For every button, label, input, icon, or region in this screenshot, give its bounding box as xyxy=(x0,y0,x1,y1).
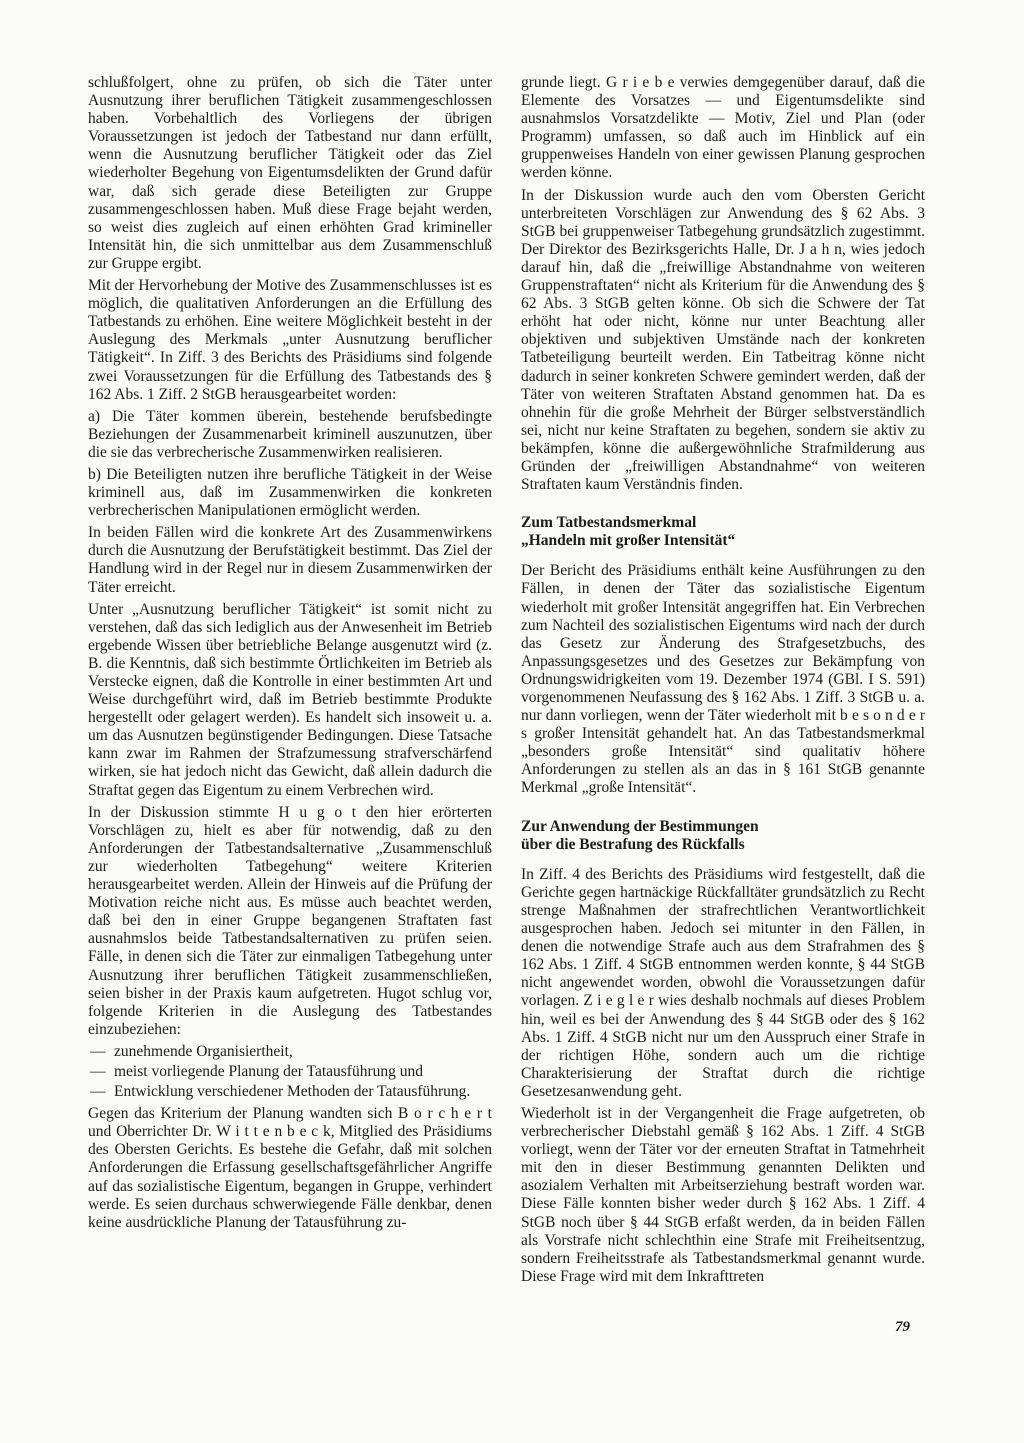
list-item xyxy=(88,1043,492,1061)
section-heading xyxy=(521,818,925,854)
right-column xyxy=(521,74,925,1290)
paragraph: a) Die Täter kommen überein, bestehende berufsbedingte Beziehungen der Zusammenarbeit kriminell auszunutzen, über die sie das verbrecherische Zusammenwirken realisieren. xyxy=(88,407,492,461)
paragraph: b) Die Beteiligten nutzen ihre berufliche Tätigkeit in der Weise kriminell aus, daß im Zusammenwirken die konkreten verbrecherischen Manipulationen ermöglicht werden. xyxy=(88,465,492,520)
dash-marker: — xyxy=(90,1083,106,1101)
paragraph: In der Diskussion wurde auch den vom Obersten Gericht unterbreiteten Vorschlägen zur Anwendung des § 62 Abs. 3 StGB bei gruppenweiser Tatbegehung grundsätzlich zugestimmt. Der Direktor des Bezirksgerichts Halle, Dr. J a h n, wies jedoch darauf hin, daß die „freiwillige Abstandnahme von weiteren Gruppenstraftaten“ nicht als Kriterium für die Anwendung des § 62 Abs. 3 StGB gelten könne. Ob sich die Schwere der Tat erhöht hat oder nicht, könne nur unter Beachtung aller objektiven und subjektiven Umstände nach der konkreten Tatbeteiligung beurteilt werden. Ein Tatbeitrag könne nicht dadurch in seiner konkreten Schwere gemindert werden, daß der Täter von weiteren Straftaten Abstand genommen hat. Da es ohnehin für die große Mehrheit der Bürger selbstverständlich sei, nicht nur keine Straftaten zu begehen, sondern sie aktiv zu bekämpfen, könne die außergewöhnliche Strafmilderung aus Gründen der „freiwilligen Abstandnahme“ von weiteren Straftaten kaum Verständnis finden. xyxy=(521,186,925,494)
list-item xyxy=(88,1083,492,1101)
page-number: 79 xyxy=(895,1319,910,1335)
list-item-text: meist vorliegende Planung der Tatausführung und xyxy=(114,1062,423,1080)
paragraph: Wiederholt ist in der Vergangenheit die Frage aufgetreten, ob verbrecherischer Diebstahl gemäß § 162 Abs. 1 Ziff. 4 StGB vorliegt, wenn der Täter vor der erneuten Straftat in Tatmehrheit mit den in dieser Bestimmung genannten Delikten und asozialem Verhalten mit Arbeitserziehung bestraft worden war. Diese Fälle konnten bisher weder durch § 162 Abs. 1 Ziff. 4 StGB noch über § 44 StGB erfaßt werden, da in beiden Fällen als Vorstrafe nicht schlechthin eine Strafe mit Freiheitsentzug, sondern Freiheitsstrafe als Tatbestandsmerkmal genannt wurde. Diese Frage wird mit dem Inkrafttreten xyxy=(521,1104,925,1285)
left-column xyxy=(88,74,492,1236)
section-heading xyxy=(521,514,925,550)
section-heading-line: über die Bestrafung des Rückfalls xyxy=(521,835,745,853)
paragraph: Der Bericht des Präsidiums enthält keine Ausführungen zu den Fällen, in denen der Täter das sozialistische Eigentum wiederholt mit großer Intensität angegriffen hat. Ein Verbrechen zum Nachteil des sozialistischen Eigentums wird nach der durch das Gesetz zur Änderung des Strafgesetzbuchs, des Anpassungsgesetzes und des Gesetzes zur Bekämpfung von Ordnungswidrigkeiten vom 19. Dezember 1974 (GBl. I S. 591) vorgenommenen Neufassung des § 162 Abs. 1 Ziff. 3 StGB u. a. nur dann vorliegen, wenn der Täter wiederholt mit b e s o n d e r s großer Intensität gehandelt hat. An das Tatbestandsmerkmal „besonders große Intensität“ sind qualitativ höhere Anforderungen zu stellen als an das in § 161 StGB genannte Merkmal „große Intensität“. xyxy=(521,562,925,797)
paragraph: In beiden Fällen wird die konkrete Art des Zusammenwirkens durch die Ausnutzung der Berufstätigkeit bestimmt. Das Ziel der Handlung wird in der Regel nur in diesem Zusammenwirken der Täter erreicht. xyxy=(88,524,492,596)
section-heading-line: „Handeln mit großer Intensität“ xyxy=(521,532,736,550)
list-item-text: Entwicklung verschiedener Methoden der Tatausführung. xyxy=(114,1083,471,1101)
section-heading-line: Zum Tatbestandsmerkmal xyxy=(521,514,697,532)
paragraph: Unter „Ausnutzung beruflicher Tätigkeit“ ist somit nicht zu verstehen, daß das sich lediglich aus der Anwesenheit im Betrieb ergebende Wissen über betriebliche Belange ausgenutzt wird (z. B. die Kenntnis, daß sich bestimmte Örtlichkeiten im Betrieb als Verstecke eignen, daß die Kontrolle in einer bestimmten Art und Weise durchgeführt wird, daß im Betrieb bestimmte Produkte hergestellt oder gelagert werden). Es handelt sich insoweit u. a. um das Ausnutzen begünstigender Bedingungen. Diese Tatsache kann zwar im Rahmen der Strafzumessung strafverschärfend wirken, sie hat jedoch nicht das Gewicht, daß allein dadurch die Straftat gegen das Eigentum zu einem Verbrechen wird. xyxy=(88,600,492,799)
paragraph: Gegen das Kriterium der Planung wandten sich B o r c h e r t und Oberrichter Dr. W i t t e n b e c k, Mitglied des Präsidiums des Obersten Gerichts. Es bestehe die Gefahr, daß mit solchen Anforderungen die Erfassung gesellschaftsgefährlicher Angriffe auf das sozialistische Eigentum, begangen in Gruppe, verhindert werde. Es seien durchaus schwerwiegende Fälle denkbar, denen keine ausdrückliche Planung der Tatausführung zu- xyxy=(88,1105,492,1231)
list-item-text: zunehmende Organisiertheit, xyxy=(114,1042,293,1060)
list-item xyxy=(88,1063,492,1081)
paragraph: schlußfolgert, ohne zu prüfen, ob sich die Täter unter Ausnutzung ihrer beruflichen Tätigkeit zusammengeschlossen haben. Vorbehaltlich des Vorliegens der übrigen Voraussetzungen ist jedoch der Tatbestand nur dann erfüllt, wenn die Ausnutzung beruflicher Tätigkeit oder das Ziel wiederholter Begehung von Eigentumsdelikten der Grund dafür war, daß sich gerade diese Beteiligten zur Gruppe zusammengeschlossen haben. Muß diese Frage bejaht werden, so weist dies zugleich auf einen erhöhten Grad krimineller Intensität hin, die sich unmittelbar aus dem Zusammenschluß zur Gruppe ergibt. xyxy=(88,74,492,272)
dash-marker: — xyxy=(90,1062,106,1080)
paragraph: In der Diskussion stimmte H u g o t den hier erörterten Vorschlägen zu, hielt es aber für notwendig, daß zu den Anforderungen der Tatbestandsalternative „Zusammenschluß zur wiederholten Tatbegehung“ weitere Kriterien herausgearbeitet werden. Allein der Hinweis auf die Prüfung der Motivation reiche nicht aus. Es müsse auch beachtet werden, daß bei den in einer Gruppe begangenen Straftaten fast ausnahmslos beide Tatbestandsalternativen zu prüfen seien. Fälle, in denen sich die Täter zur einmaligen Tatbegehung unter Ausnutzung ihrer beruflichen Tätigkeit zusammenschließen, seien bisher in der Praxis kaum aufgetreten. Hugot schlug vor, folgende Kriterien in die Auslegung des Tatbestandes einzubeziehen: xyxy=(88,803,492,1038)
paragraph: In Ziff. 4 des Berichts des Präsidiums wird festgestellt, daß die Gerichte gegen hartnäckige Rückfalltäter grundsätzlich zu Recht strenge Maßnahmen der strafrechtlichen Verantwortlichkeit ausgesprochen haben. Jedoch sei mitunter in den Fällen, in denen die notwendige Strafe auch aus dem Strafrahmen des § 162 Abs. 1 Ziff. 4 StGB entnommen werden konnte, § 44 StGB nicht angewendet worden, obwohl die Voraussetzungen dafür vorlagen. Z i e g l e r wies deshalb nochmals auf dieses Problem hin, weil es bei der Anwendung des § 44 StGB oder des § 162 Abs. 1 Ziff. 4 StGB nicht nur um den Ausspruch einer Strafe in der richtigen Höhe, sondern auch um die richtige Charakterisierung der Straftat durch die richtige Gesetzesanwendung geht. xyxy=(521,865,925,1100)
paragraph: Mit der Hervorhebung der Motive des Zusammenschlusses ist es möglich, die qualitativen Anforderungen an die Erfüllung des Tatbestands zu erhöhen. Eine weitere Möglichkeit besteht in der Auslegung des Merkmals „unter Ausnutzung beruflicher Tätigkeit“. In Ziff. 3 des Berichts des Präsidiums sind folgende zwei Voraussetzungen für die Erfüllung des Tatbestands des § 162 Abs. 1 Ziff. 2 StGB herausgearbeitet worden: xyxy=(88,277,492,403)
section-heading-line: Zur Anwendung der Bestimmungen xyxy=(521,817,759,835)
criteria-list xyxy=(88,1043,492,1101)
paragraph: grunde liegt. G r i e b e verwies demgegenüber darauf, daß die Elemente des Vorsatzes — und Eigentumsdelikte sind ausnahmslos Vorsatzdelikte — Motiv, Ziel und Plan (oder Programm) umfassen, so daß auch im Hinblick auf ein gruppenweises Handeln von einer gewissen Planung gesprochen werden könne. xyxy=(521,74,925,182)
dash-marker: — xyxy=(90,1042,106,1060)
